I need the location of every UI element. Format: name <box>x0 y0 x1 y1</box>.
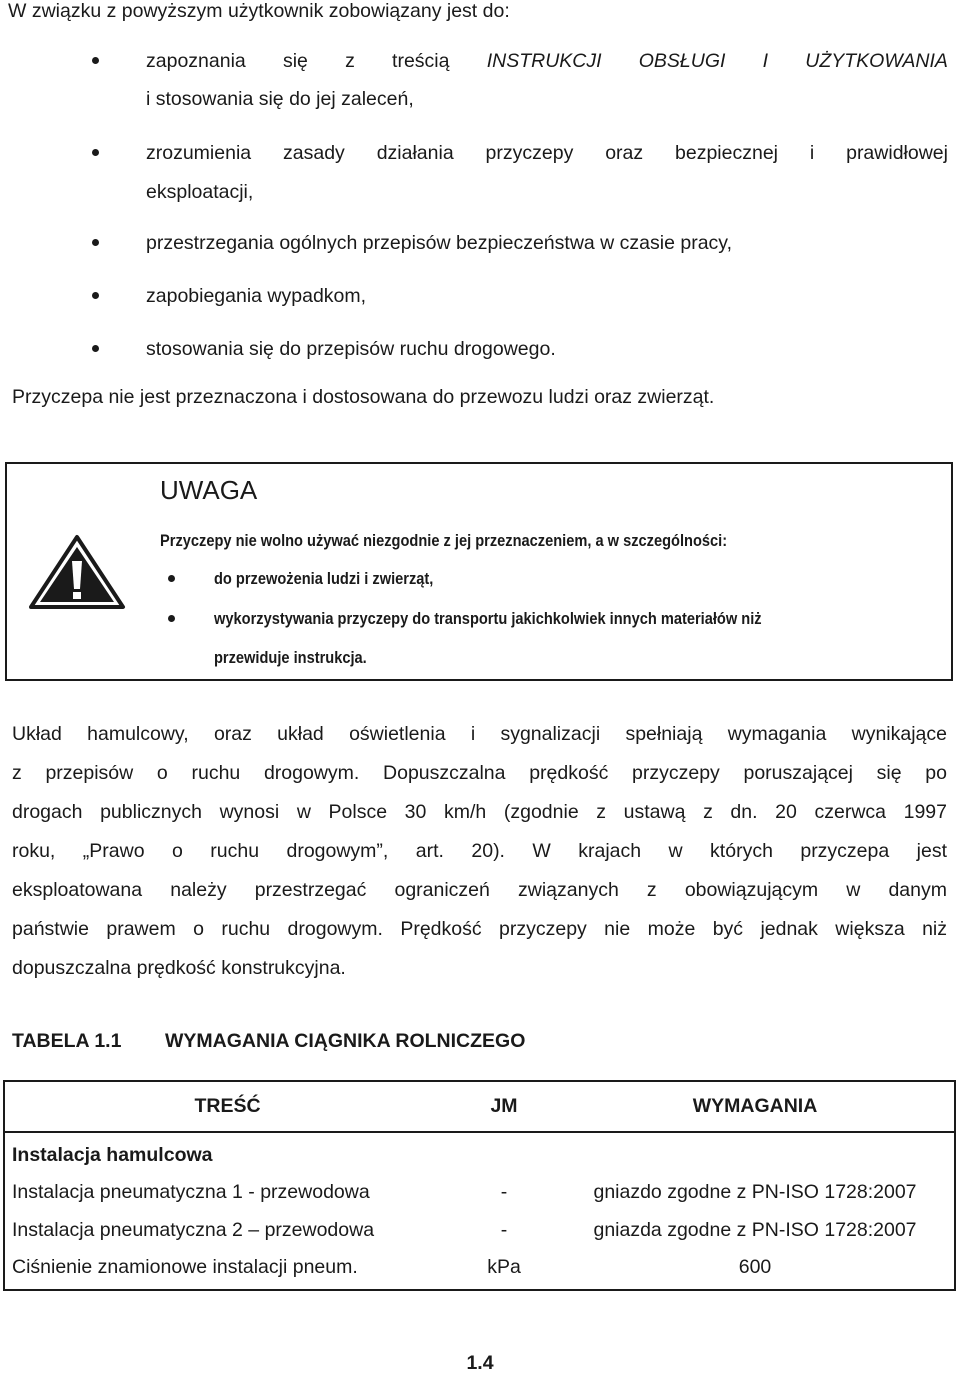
paragraph-line: państwie prawem o ruchu drogowym. Prędkość przyczepy nie może być jednak większa niż <box>12 918 947 940</box>
table-cell-tresc: Ciśnienie znamionowe instalacji pneum. <box>12 1256 358 1278</box>
table-cell-wymagania: gniazdo zgodne z PN-ISO 1728:2007 <box>593 1181 917 1203</box>
table-section-title: Instalacja hamulcowa <box>12 1144 213 1166</box>
table-header-jm: JM <box>490 1095 518 1117</box>
bullet-icon <box>92 239 99 246</box>
bullet-icon <box>92 57 99 64</box>
warning-bullet-2-line2: przewiduje instrukcja. <box>214 648 367 667</box>
bullet-icon <box>168 615 175 622</box>
obligation-item-1-line2: i stosowania się do jej zaleceń, <box>146 88 414 110</box>
obligation-item-2-line1: zrozumienia zasady działania przyczepy oraz bezpiecznej i prawidłowej <box>146 142 948 164</box>
table-cell-jm: - <box>500 1181 508 1203</box>
obligation-item-5: stosowania się do przepisów ruchu drogowego. <box>146 338 556 360</box>
bullet-icon <box>168 575 175 582</box>
table-header-tresc: TREŚĆ <box>194 1095 261 1117</box>
obligation-item-1-line1: zapoznania się z treścią INSTRUKCJI OBSŁUGI I UŻYTKOWANIA <box>146 50 948 72</box>
table-cell-jm: kPa <box>487 1256 521 1278</box>
warning-triangle-icon <box>28 534 126 610</box>
paragraph-line: z przepisów o ruchu drogowym. Dopuszczalna prędkość przyczepy poruszającej się po <box>12 762 947 784</box>
table-cell-jm: - <box>500 1219 508 1241</box>
obligation-item-4: zapobiegania wypadkom, <box>146 285 367 307</box>
warning-bullet-1: do przewożenia ludzi i zwierząt, <box>214 569 434 588</box>
paragraph-line: drogach publicznych wynosi w Polsce 30 km/h (zgodnie z ustawą z dn. 20 czerwca 1997 <box>12 801 947 823</box>
warning-lead: Przyczepy nie wolno używać niezgodnie z jej przeznaczeniem, a w szczególności: <box>160 531 728 550</box>
page-number: 1.4 <box>466 1352 494 1374</box>
table-cell-wymagania: gniazda zgodne z PN-ISO 1728:2007 <box>593 1219 917 1241</box>
bullet-icon <box>92 292 99 299</box>
obligation-item-3: przestrzegania ogólnych przepisów bezpieczeństwa w czasie pracy, <box>146 232 733 254</box>
warning-box <box>5 462 953 681</box>
bullet-icon <box>92 345 99 352</box>
intro-text: W związku z powyższym użytkownik zobowiązany jest do: <box>8 0 510 22</box>
paragraph-line: roku, „Prawo o ruchu drogowym”, art. 20). W krajach w których przyczepa jest <box>12 840 947 862</box>
table-cell-wymagania: 600 <box>738 1256 772 1278</box>
warning-title: UWAGA <box>160 475 258 505</box>
table-cell-tresc: Instalacja pneumatyczna 1 - przewodowa <box>12 1181 370 1203</box>
table-title: WYMAGANIA CIĄGNIKA ROLNICZEGO <box>165 1030 526 1052</box>
warning-bullet-2-line1: wykorzystywania przyczepy do transportu jakichkolwiek innych materiałów niż <box>214 609 762 628</box>
note-text: Przyczepa nie jest przeznaczona i dostosowana do przewozu ludzi oraz zwierząt. <box>12 386 715 408</box>
table-divider <box>5 1131 954 1133</box>
paragraph-line: eksploatowana należy przestrzegać ograniczeń związanych z obowiązującym w danym <box>12 879 947 901</box>
table-label: TABELA 1.1 <box>12 1030 122 1052</box>
obligation-item-2-line2: eksploatacji, <box>146 181 254 203</box>
paragraph-line: Układ hamulcowy, oraz układ oświetlenia i sygnalizacji spełniają wymagania wynikające <box>12 723 947 745</box>
table-cell-tresc: Instalacja pneumatyczna 2 – przewodowa <box>12 1219 375 1241</box>
paragraph-line: dopuszczalna prędkość konstrukcyjna. <box>12 957 346 979</box>
bullet-icon <box>92 149 99 156</box>
table-header-wymagania: WYMAGANIA <box>692 1095 818 1117</box>
